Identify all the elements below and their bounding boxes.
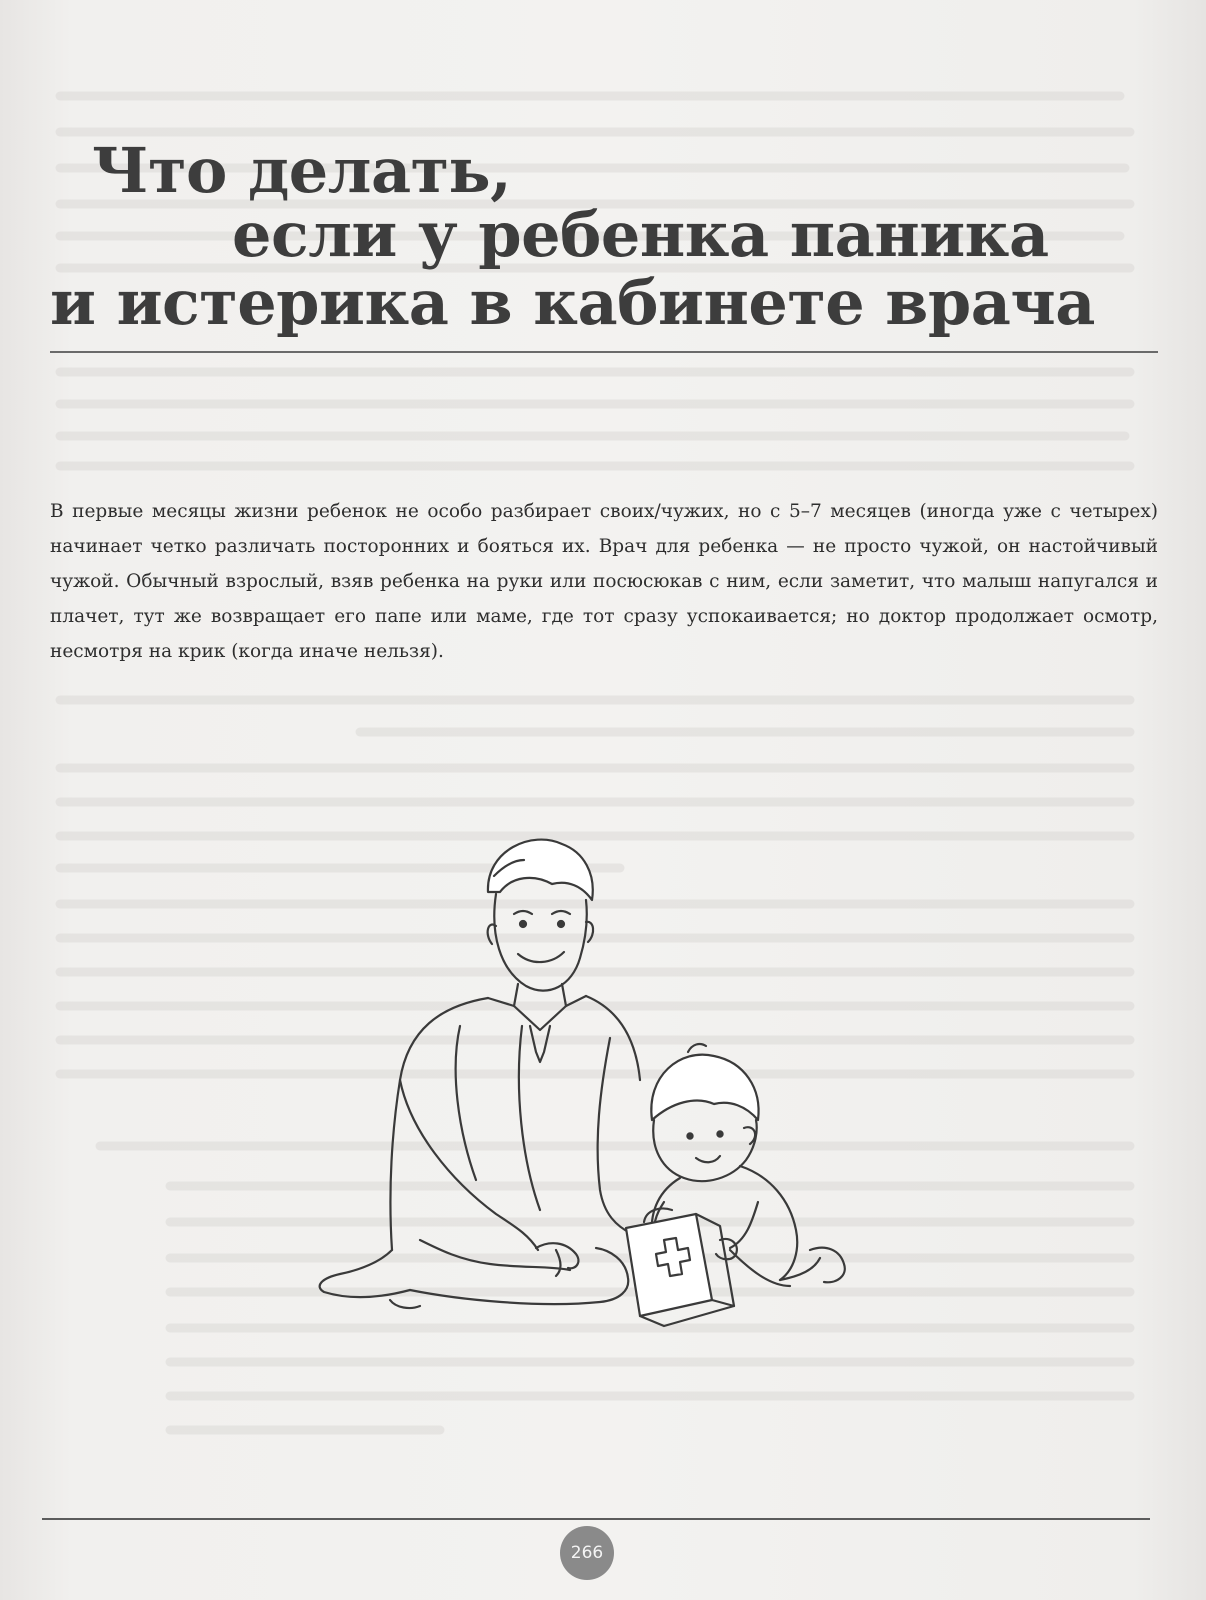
heading-line-3: и истерика в кабинете врача	[50, 266, 1095, 339]
heading-divider	[50, 351, 1158, 353]
page-number-badge: 266	[560, 1526, 614, 1580]
footer-divider	[42, 1518, 1150, 1520]
doctor-and-child-illustration	[300, 830, 900, 1350]
first-aid-kit	[626, 1209, 734, 1327]
intro-paragraph: В первые месяцы жизни ребенок не особо разбирает своих/чужих, но с 5–7 месяцев (иногда уже с четырех) начинает четко различать посторонних и бояться их. Врач для ребенка — не просто чужой, он настойчивый чужой. Обычный взрослый, взяв ребенка на руки или посюсюкав с ним, если заметит, что малыш напугался и плачет, тут же возвращает его папе или маме, где тот сразу успокаивается; но доктор продолжает осмотр, несмотря на крик (когда иначе нельзя).	[50, 501, 1158, 662]
doctor-figure	[320, 840, 658, 1308]
heading-line-1: Что делать,	[92, 134, 512, 207]
heading-line-2: если у ребенка паника	[232, 198, 1049, 271]
